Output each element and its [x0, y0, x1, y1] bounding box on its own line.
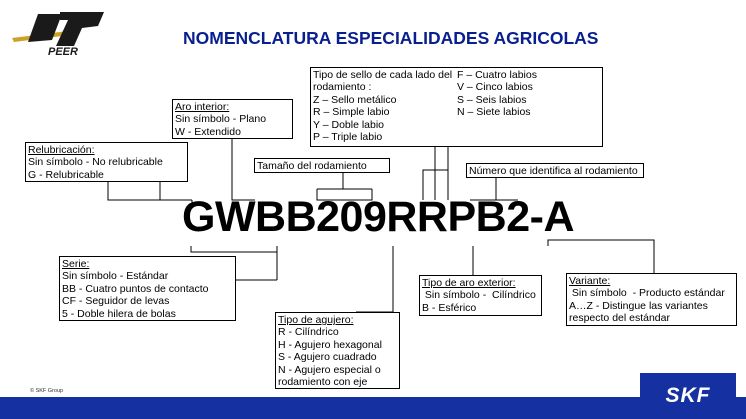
box-serie [59, 256, 236, 321]
relubricacion-line: Sin símbolo - No relubricable [28, 156, 163, 169]
copyright-text: © SKF Group [30, 388, 64, 394]
agujero-line: rodamiento con eje [278, 376, 368, 389]
relubricacion-header: Relubricación: [28, 144, 95, 156]
sello-option: N – Siete labios [457, 106, 531, 119]
sello-option: R – Simple labio [313, 106, 390, 119]
sello-option: V – Cinco labios [457, 81, 533, 94]
serie-line: Sin símbolo - Estándar [62, 270, 169, 283]
box-aro-interior [172, 99, 293, 139]
bearing-code: GWBB209RRPB2-A [182, 193, 575, 241]
sello-option: Y – Doble labio [313, 118, 385, 131]
agujero-line: H - Agujero hexagonal [278, 338, 382, 351]
variante-line: Sin símbolo - Producto estándar [569, 287, 725, 300]
serie-header: Serie: [62, 258, 90, 270]
aro-exterior-line: B - Esférico [422, 301, 477, 314]
agujero-line: S - Agujero cuadrado [278, 351, 377, 364]
box-agujero [275, 312, 400, 389]
agujero-line: N - Agujero especial o [278, 363, 381, 376]
agujero-line: R - Cilíndrico [278, 326, 339, 339]
box-sello [310, 67, 603, 147]
tamano-label: Tamaño del rodamiento [257, 160, 367, 172]
skf-logo-text: SKF [665, 384, 711, 407]
agujero-header: Tipo de agujero: [278, 314, 354, 326]
box-numero [466, 163, 644, 178]
page-title: NOMENCLATURA ESPECIALIDADES AGRICOLAS [183, 28, 599, 48]
box-variante [566, 273, 737, 326]
footer-bar [0, 397, 746, 419]
serie-line: BB - Cuatro puntos de contacto [62, 282, 209, 295]
serie-line: CF - Seguidor de levas [62, 295, 170, 308]
box-tamano [254, 158, 390, 173]
variante-line: respecto del estándar [569, 312, 670, 325]
box-aro-exterior [419, 275, 542, 316]
relubricacion-line: G - Relubricable [28, 168, 104, 181]
aro-exterior-header: Tipo de aro exterior: [422, 277, 516, 289]
box-relubricacion [25, 142, 188, 182]
sello-option: F – Cuatro labios [457, 69, 537, 81]
aro-interior-line: Sin símbolo - Plano [175, 113, 267, 126]
sello-option: P – Triple labio [313, 131, 383, 144]
variante-header: Variante: [569, 275, 611, 287]
sello-header: rodamiento : [313, 81, 372, 94]
sello-option: S – Seis labios [457, 93, 527, 106]
aro-interior-line: W - Extendido [175, 125, 241, 138]
variante-line: A…Z - Distingue las variantes [569, 299, 708, 312]
sello-option: Z – Sello metálico [313, 93, 397, 106]
sello-header: Tipo de sello de cada lado del [313, 69, 453, 81]
logo-text: PEER [48, 46, 78, 56]
numero-label: Número que identifica al rodamiento [469, 165, 638, 177]
skf-logo [640, 373, 736, 419]
aro-interior-header: Aro interior: [175, 101, 230, 113]
serie-line: 5 - Doble hilera de bolas [62, 307, 176, 320]
aro-exterior-line: Sin símbolo - Cilíndrico [422, 289, 536, 302]
